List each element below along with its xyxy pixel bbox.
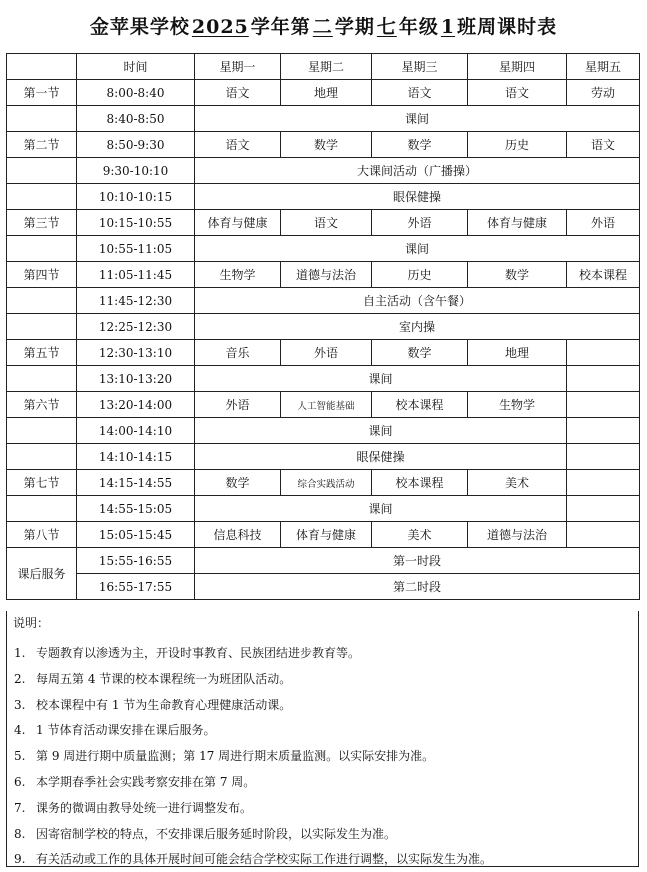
subject-cell: 校本课程 [567,262,640,288]
activity-cell: 室内操 [195,314,640,340]
subject-cell: 道德与法治 [468,522,567,548]
note-number: 2. [14,671,26,686]
title-text: 年级 [398,16,439,38]
note-number: 8. [14,826,26,841]
column-header [7,54,77,80]
subject-cell: 美术 [468,470,567,496]
period-label: 第六节 [7,392,77,418]
note-item [14,670,291,687]
subject-cell [567,392,640,418]
period-label: 第八节 [7,522,77,548]
time-cell: 10:55-11:05 [77,236,195,262]
table-header-row [7,54,640,80]
subject-cell: 美术 [372,522,468,548]
note-item [14,825,396,842]
activity-cell: 课间 [195,236,640,262]
note-item [14,773,255,790]
time-cell: 11:05-11:45 [77,262,195,288]
time-cell: 14:55-15:05 [77,496,195,522]
subject-cell [567,522,640,548]
subject-cell: 劳动 [567,80,640,106]
note-text: 1 节体育活动课安排在课后服务。 [36,723,216,738]
schedule-table-wrapper [6,53,639,600]
activity-cell: 课间 [195,496,567,522]
title-text: 学年第 [250,16,311,38]
table-row [7,314,640,340]
time-cell: 15:55-16:55 [77,548,195,574]
table-row [7,548,640,574]
subject-cell: 信息科技 [195,522,281,548]
subject-cell: 地理 [281,80,372,106]
period-label [7,288,77,314]
service-session-cell: 第一时段 [195,548,640,574]
subject-cell: 语文 [372,80,468,106]
subject-cell: 历史 [372,262,468,288]
subject-cell: 语文 [195,132,281,158]
note-item [14,644,360,661]
empty-cell [567,418,640,444]
table-row [7,236,640,262]
subject-cell [567,470,640,496]
time-cell: 8:40-8:50 [77,106,195,132]
subject-cell: 体育与健康 [281,522,372,548]
schedule-body [7,54,640,600]
table-row [7,366,640,392]
note-number: 6. [14,775,26,789]
time-cell: 13:20-14:00 [77,392,195,418]
time-cell: 10:15-10:55 [77,210,195,236]
period-label: 第七节 [7,470,77,496]
period-label [7,444,77,470]
title-text: 班周课时表 [457,16,558,38]
subject-cell [567,340,640,366]
period-label [7,184,77,210]
note-text: 本学期春季社会实践考察安排在第 7 周。 [36,775,256,789]
note-text: 校本课程中有 1 节为生命教育心理健康活动课。 [36,697,292,712]
subject-cell: 语文 [468,80,567,106]
subject-cell: 数学 [281,132,372,158]
subject-cell: 数学 [372,340,468,366]
note-text: 每周五第 4 节课的校本课程统一为班团队活动。 [36,671,292,686]
page-title [0,12,647,39]
period-label [7,106,77,132]
table-row [7,132,640,158]
period-label: 第四节 [7,262,77,288]
time-cell: 16:55-17:55 [77,574,195,600]
note-number: 1. [14,646,26,660]
subject-cell: 数学 [195,470,281,496]
time-cell: 12:30-13:10 [77,340,195,366]
column-header: 时间 [77,54,195,80]
period-label: 第五节 [7,340,77,366]
note-number: 3. [14,697,26,712]
table-row [7,210,640,236]
activity-cell: 大课间活动（广播操） [195,158,640,184]
time-cell: 10:10-10:15 [77,184,195,210]
empty-cell [567,366,640,392]
subject-cell: 外语 [567,210,640,236]
period-label [7,314,77,340]
table-row [7,444,640,470]
note-text: 课务的微调由教导处统一进行调整发布。 [36,800,253,815]
note-text: 第 9 周进行期中质量监测；第 17 周进行期末质量监测。以实际安排为准。 [36,749,435,764]
subject-cell: 语文 [281,210,372,236]
note-item [14,850,492,867]
empty-cell [567,444,640,470]
time-cell: 14:10-14:15 [77,444,195,470]
time-cell: 11:45-12:30 [77,288,195,314]
subject-cell: 语文 [195,80,281,106]
time-cell: 13:10-13:20 [77,366,195,392]
table-row [7,262,640,288]
column-header: 星期三 [372,54,468,80]
schedule-table [6,53,640,600]
note-item [14,799,252,816]
table-row [7,522,640,548]
period-label: 第三节 [7,210,77,236]
time-cell: 15:05-15:45 [77,522,195,548]
empty-cell [567,496,640,522]
time-cell: 9:30-10:10 [77,158,195,184]
title-school: 金苹果学校 [89,16,190,38]
table-row [7,496,640,522]
activity-cell: 自主活动（含午餐） [195,288,640,314]
subject-cell: 历史 [468,132,567,158]
table-row [7,80,640,106]
column-header: 星期一 [195,54,281,80]
activity-cell: 眼保健操 [195,184,640,210]
table-row [7,418,640,444]
service-session-cell: 第二时段 [195,574,640,600]
period-label [7,366,77,392]
time-cell: 12:25-12:30 [77,314,195,340]
activity-cell: 课间 [195,366,567,392]
period-label [7,418,77,444]
period-label [7,496,77,522]
note-number: 9. [14,852,26,867]
subject-cell: 人工智能基础 [281,392,372,418]
subject-cell: 地理 [468,340,567,366]
note-number: 5. [14,749,26,764]
activity-cell: 课间 [195,418,567,444]
note-text: 有关活动或工作的具体开展时间可能会结合学校实际工作进行调整，以实际发生为准。 [36,852,493,867]
period-label: 课后服务 [7,548,77,600]
subject-cell: 体育与健康 [195,210,281,236]
subject-cell: 语文 [567,132,640,158]
table-row [7,470,640,496]
subject-cell: 综合实践活动 [281,470,372,496]
note-item [14,696,291,713]
period-label [7,236,77,262]
subject-cell: 校本课程 [372,470,468,496]
activity-cell: 眼保健操 [195,444,567,470]
table-row [7,158,640,184]
title-grade: 七 [376,16,397,38]
subject-cell: 外语 [372,210,468,236]
subject-cell: 数学 [372,132,468,158]
time-cell: 8:50-9:30 [77,132,195,158]
table-row [7,392,640,418]
note-item [14,747,434,764]
time-cell: 14:00-14:10 [77,418,195,444]
note-text: 专题教育以渗透为主，开设时事教育、民族团结进步教育等。 [36,646,361,660]
period-label [7,158,77,184]
time-cell: 14:15-14:55 [77,470,195,496]
note-number: 7. [14,800,26,815]
note-item [14,721,215,738]
table-row [7,340,640,366]
subject-cell: 体育与健康 [468,210,567,236]
period-label: 第一节 [7,80,77,106]
subject-cell: 外语 [195,392,281,418]
subject-cell: 音乐 [195,340,281,366]
column-header: 星期二 [281,54,372,80]
time-cell: 8:00-8:40 [77,80,195,106]
subject-cell: 生物学 [195,262,281,288]
subject-cell: 数学 [468,262,567,288]
title-year: 2025 [191,16,249,38]
title-text: 学期 [334,16,375,38]
subject-cell: 外语 [281,340,372,366]
table-row [7,106,640,132]
table-row [7,288,640,314]
column-header: 星期四 [468,54,567,80]
subject-cell: 校本课程 [372,392,468,418]
period-label: 第二节 [7,132,77,158]
note-text: 因寄宿制学校的特点，不安排课后服务延时阶段，以实际发生为准。 [36,826,397,841]
title-class: 1 [440,16,456,38]
activity-cell: 课间 [195,106,640,132]
column-header: 星期五 [567,54,640,80]
table-row [7,574,640,600]
note-number: 4. [14,723,26,738]
notes-section [6,611,639,867]
table-row [7,184,640,210]
subject-cell: 道德与法治 [281,262,372,288]
subject-cell: 生物学 [468,392,567,418]
title-term: 二 [312,16,333,38]
notes-heading: 说明： [13,616,50,630]
